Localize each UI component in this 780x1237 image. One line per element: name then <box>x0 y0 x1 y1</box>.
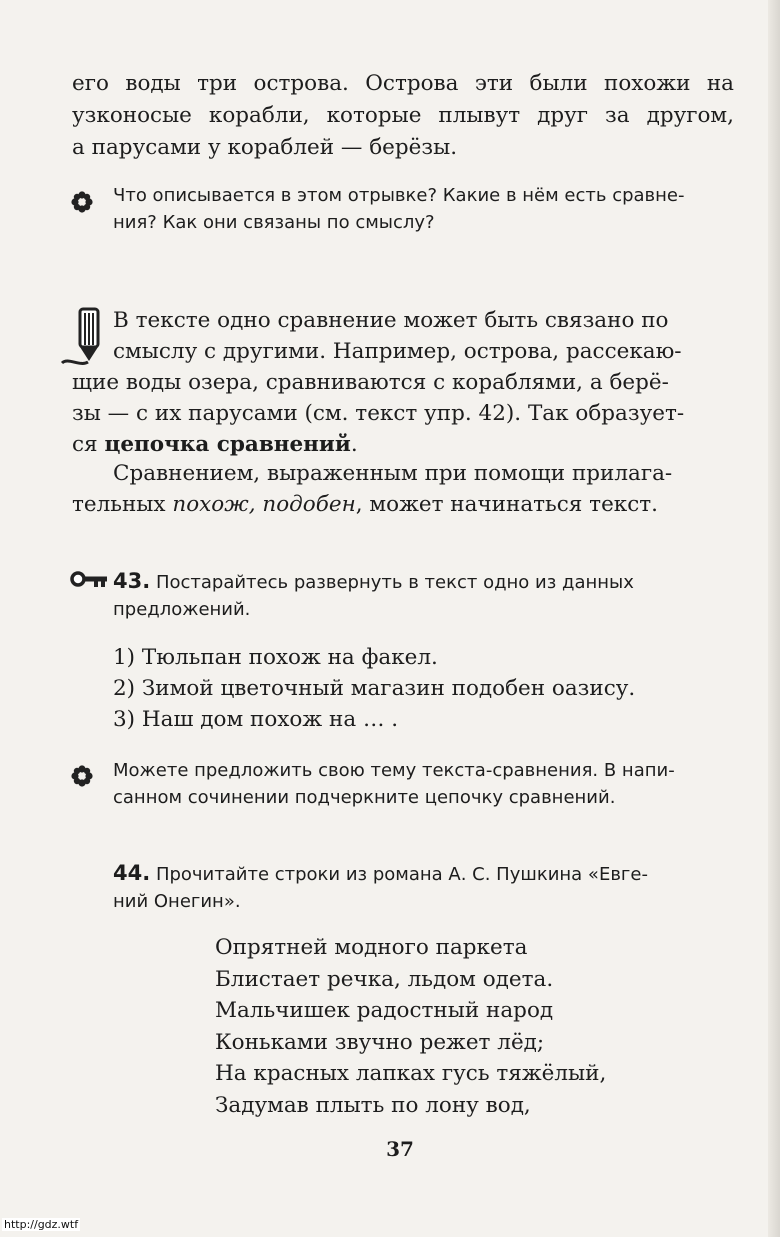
list-item: 2) Зимой цветочный магазин подобен оазису. <box>113 676 636 701</box>
question-1 <box>113 182 733 236</box>
rule-line: В тексте одно сравнение может быть связано по <box>113 308 669 333</box>
rule-block-2 <box>72 458 735 520</box>
rule-term: цепочка сравнений <box>104 432 351 457</box>
exercise-text: Прочитайте строки из романа А. С. Пушкина «Евге- <box>155 864 648 885</box>
exercise-line <box>113 860 735 888</box>
rule-line: смыслу с другими. Например, острова, рассекаю- <box>113 339 682 364</box>
exercise-number: 43. <box>113 569 151 593</box>
exercise-43-items <box>113 642 713 735</box>
poem-line: Блистает речка, льдом одета. <box>215 966 554 992</box>
rule-line <box>72 489 735 520</box>
exercise-line: ний Онегин». <box>113 891 241 912</box>
intro-line: узконосые корабли, которые плывут друг за другом, <box>72 103 734 128</box>
rule-line <box>72 429 735 460</box>
exercise-number: 44. <box>113 861 151 885</box>
exercise-line: предложений. <box>113 599 251 620</box>
watermark-link[interactable]: http://gdz.wtf <box>4 1218 79 1231</box>
poem-line: Задумав плыть по лону вод, <box>215 1092 531 1118</box>
exercise-43 <box>113 568 735 623</box>
rule-line: зы — с их парусами (см. текст упр. 42). Так образует- <box>72 401 685 426</box>
rule-italic: похож, подобен <box>172 492 356 517</box>
poem-line: Мальчишек радостный народ <box>215 998 554 1023</box>
question-2 <box>113 757 733 811</box>
poem-line: Опрятней модного паркета <box>215 935 528 960</box>
list-item: 1) Тюльпан похож на факел. <box>113 645 438 670</box>
flower-icon <box>70 190 94 214</box>
intro-line: его воды три острова. Острова эти были похожи на <box>72 71 734 96</box>
poem <box>215 932 695 1121</box>
question-line: санном сочинении подчеркните цепочку сравнений. <box>113 787 616 808</box>
intro-line: а парусами у кораблей — берёзы. <box>72 135 458 160</box>
rule-text: , может начинаться текст. <box>355 492 659 517</box>
question-line: ния? Как они связаны по смыслу? <box>113 212 435 233</box>
page-number: 37 <box>386 1137 414 1161</box>
poem-line: На красных лапках гусь тяжёлый, <box>215 1061 607 1086</box>
exercise-line <box>113 568 735 596</box>
pencil-icon <box>58 305 108 371</box>
rule-block <box>72 305 735 460</box>
rule-line: щие воды озера, сравниваются с кораблями, а берё- <box>72 370 669 395</box>
list-item: 3) Наш дом похож на … . <box>113 707 399 732</box>
page-edge-shadow <box>768 0 780 1237</box>
rule-line: Сравнением, выраженным при помощи прилага- <box>113 461 673 486</box>
exercise-text: Постарайтесь развернуть в текст одно из данных <box>155 572 634 593</box>
poem-line: Коньками звучно режет лёд; <box>215 1029 545 1055</box>
rule-text: тельных <box>72 492 173 517</box>
rule-text: ся <box>72 432 105 457</box>
exercise-44 <box>113 860 735 915</box>
key-icon <box>70 570 110 588</box>
flower-icon <box>70 764 94 788</box>
rule-text: . <box>350 432 358 457</box>
question-line: Что описывается в этом отрывке? Какие в нём есть сравне- <box>113 185 685 206</box>
question-line: Можете предложить свою тему текста-сравнения. В напи- <box>113 760 675 781</box>
intro-paragraph <box>72 68 734 164</box>
